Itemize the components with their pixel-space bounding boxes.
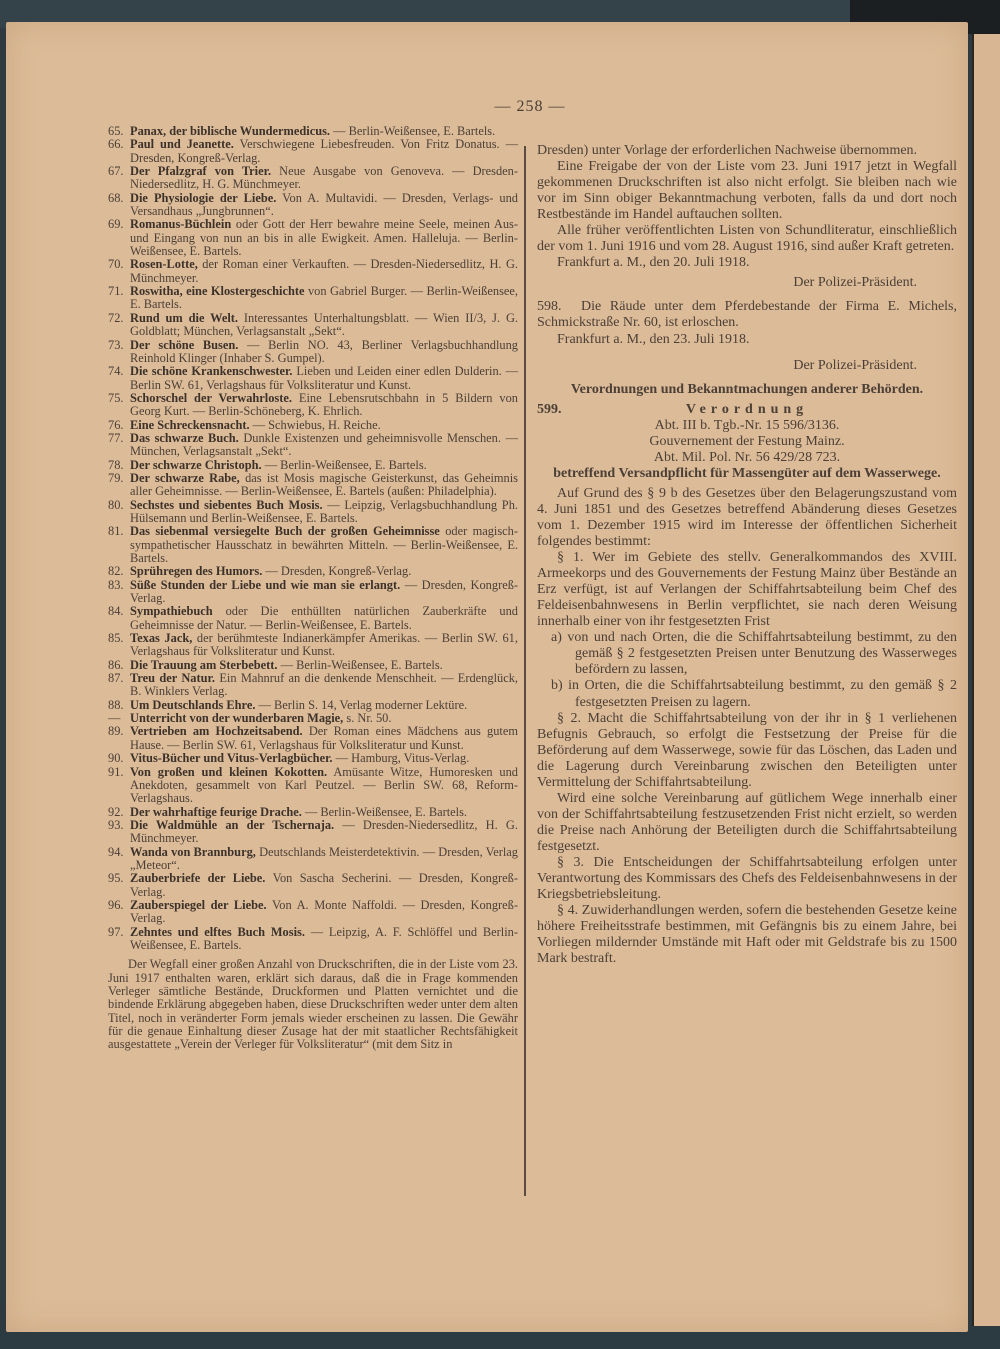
paragraph-1: § 1. Wer im Gebiete des stellv. Generalkommandos des XVIII. Armeekorps und des Gouvernements der Festung Mainz über Bestände an Erz verfügt, ist auf Verlangen der Schiffahrtsabteilung beim Chef des Feldeisenbahnwesens in Berlin verpflichtet, sie nach deren Weisung innerhalb einer von ihr festgesetzten Frist [537,550,957,630]
closing-paragraph: Der Wegfall einer großen Anzahl von Druckschriften, die in der Liste vom 23. Juni 1917 enthalten waren, erklärt sich daraus, daß die in Frage kommenden Verleger sämtliche Bestände, Druckformen und Platten vernichtet und die bindende Erklärung abgegeben haben, diese Druckschriften weder unter dem alten Titel, noch in veränderter Form jemals wieder erscheinen zu lassen. Die Gewähr für die genaue Einhaltung dieser Zusage hat der mit staatlicher Rechtsfähigkeit ausgestattete „Verein der Verleger für Volksliteratur“ (mit dem Sitz in [108,957,518,1052]
paragraph-listen: Alle früher veröffentlichten Listen von Schundliteratur, einschließlich der vom 1. Juni 1916 und vom 28. August 1916, sind außer Kraft getreten. [537,223,957,255]
right-column [537,143,957,967]
list-item [108,926,518,953]
entry-number: 87. [108,671,124,686]
issuing-authority: Gouvernement der Festung Mainz. [649,433,845,449]
list-item [108,525,518,565]
entry-number: 91. [108,764,124,779]
entry-number: 79. [108,470,124,485]
entry-details: von Gabriel Burger. — Berlin-Weißensee, E. Bartels. [130,284,518,312]
left-column [108,125,518,1052]
entry-title: Rosen-Lotte, [130,257,198,272]
list-item [108,565,518,578]
entry-title: Schorschel der Verwahrloste. [130,390,292,405]
entry-number: 92. [108,804,124,819]
page-number: — 258 — [494,98,566,115]
entry-title: Vertrieben am Hochzeitsabend. [130,724,303,739]
entry-number: 74. [108,364,124,379]
entry-title: Panax, der biblische Wundermedicus. [130,124,331,138]
entry-title: Um Deutschlands Ehre. [130,697,256,712]
list-item [108,339,518,366]
entry-title: Eine Schreckensnacht. [130,417,250,432]
entry-details: — Dresden-Niedersedlitz, H. G. Münchmeyer. [130,817,518,846]
entry-details: Amüsante Witze, Humoresken und Anekdoten, gesammelt von Karl Peutzel. — Berlin SW. 68, Reform-Verlagshaus. [130,764,518,806]
notice-text: Die Räude unter dem Pferdebestande der Firma E. Michels, Schmickstraße Nr. 60, ist erloschen. [537,299,957,331]
paragraph-4: § 4. Zuwiderhandlungen werden, sofern die bestehenden Gesetze keine höhere Freiheitsstrafe bestimmen, mit Gefängnis bis zu einem Jahre, bei Vorliegen mildernder Umstände mit Haft oder mit Geldstrafe bis zu 1500 Mark bestraft. [537,903,957,967]
list-item [108,699,518,712]
column-divider [524,146,526,1196]
list-item [108,632,518,659]
entry-details: — Hamburg, Vitus-Verlag. [335,751,470,766]
entry-details: — Leipzig, Verlagsbuchhandlung Ph. Hülsemann und Berlin-Weißensee, E. Bartels. [130,497,518,525]
entry-details: — Dresden, Kongreß-Verlag. [130,577,519,606]
list-item [108,472,518,499]
list-item [108,899,518,926]
entry-details: oder Die enthüllten natürlichen Zauberkräfte und Geheimnisse der Natur. — Berlin-Weißensee, E. Bartels. [130,604,518,632]
signature: Der Polizei-Präsident. [793,357,917,373]
entry-title: Zauberbriefe der Liebe. [130,871,266,886]
entry-details: der Roman einer Verkauften. — Dresden-Niedersedlitz, H. G. Münchmeyer. [130,257,518,285]
list-item [108,192,518,219]
entry-title: Der schwarze Christoph. [130,457,262,472]
entry-number: 90. [108,751,124,766]
list-item [108,605,518,632]
list-item [108,432,518,459]
notice-599 [537,402,957,968]
notice-subject: betreffend Versandpflicht für Massengüter auf dem Wasserwege. [553,465,941,481]
entry-details: Neue Ausgabe von Genoveva. — Dresden-Niedersedlitz, H. G. Münchmeyer. [130,164,518,192]
entry-details: Eine Lebensrutschbahn in 5 Bildern von Georg Kurt. — Berlin-Schöneberg, K. Ehrlich. [130,390,518,419]
entry-details: Von Sascha Secherini. — Dresden, Kongreß-Verlag. [130,871,519,899]
entry-number: 65. [108,124,124,138]
entry-details: Verschwiegene Liebesfreuden. Von Fritz Donatus. — Dresden, Kongreß-Verlag. [130,137,518,165]
entry-details: — Dresden, Kongreß-Verlag. [265,564,412,579]
continuation-text: Dresden) unter Vorlage der erforderlichen Nachweise übernommen. [537,143,918,158]
list-item [108,138,518,165]
paragraph-2: § 2. Macht die Schiffahrtsabteilung von der ihr in § 1 verliehenen Befugnis Gebrauch, so erfolgt die Festsetzung der Preise für die Beförderung auf dem Wasserwege, sowie für das Löschen, das Laden und die Lagerung durch Vereinbarung zwischen den Beteiligten unter Vermittelung der Schiffahrtsabteilung. [537,710,957,790]
paragraph-freigabe: Eine Freigabe der von der Liste vom 23. Juni 1917 jetzt in Wegfall gekommenen Druckschriften ist also nicht erfolgt. Sie bleiben nach wie vor im Sinn obiger Bekanntmachung verboten, falls da und dort noch Restbestände im Handel auftauchen sollten. [537,159,957,223]
notice-title: Verordnung [685,401,809,417]
entry-title: Vitus-Bücher und Vitus-Verlagbücher. [130,751,333,766]
entry-number: 86. [108,657,124,672]
dateline: Frankfurt a. M., den 20. Juli 1918. [557,255,750,271]
entry-title: Treu der Natur. [130,671,215,686]
entry-number: 83. [108,577,124,592]
list-item [108,392,518,419]
banned-publications-list [108,125,518,952]
list-item [108,712,518,725]
entry-title: Paul und Jeanette. [130,137,234,152]
entry-number: 73. [108,337,124,352]
list-item [108,819,518,846]
list-item [108,872,518,899]
entry-details: — Berlin-Weißensee, E. Bartels. [280,657,443,672]
list-item [108,499,518,526]
entry-number: 88. [108,697,124,712]
entry-details: Von A. Monte Naffoldi. — Dresden, Kongreß-Verlag. [130,897,518,926]
entry-number: 80. [108,497,124,512]
entry-title: Unterricht von der wunderbaren Magie, [130,711,344,726]
entry-title: Süße Stunden der Liebe und wie man sie erlangt. [130,577,401,592]
entry-title: Sympathiebuch [130,604,213,619]
entry-number: 75. [108,390,124,405]
list-item [108,125,518,138]
entry-title: Das schwarze Buch. [130,430,239,445]
entry-title: Roswitha, eine Klostergeschichte [130,284,305,299]
entry-details: Ein Mahnruf an die denkende Menschheit. — Erdenglück, B. Winklers Verlag. [130,671,519,699]
list-item [108,258,518,285]
list-item [108,459,518,472]
entry-number: 66. [108,137,124,152]
list-item [108,579,518,606]
entry-details: Interessantes Unterhaltungsblatt. — Wien II/3, J. G. Goldblatt; München, Verlagsanstalt „Sekt“. [130,310,518,339]
entry-title: Rund um die Welt. [130,310,238,325]
entry-number: 84. [108,604,124,619]
entry-title: Von großen und kleinen Kokotten. [130,764,328,779]
entry-number: 82. [108,564,124,579]
list-item [108,766,518,806]
entry-title: Der schöne Busen. [130,337,239,352]
entry-details: — Berlin NO. 43, Berliner Verlagsbuchhandlung Reinhold Klinger (Inhaber S. Gumpel). [130,337,518,365]
entry-details: Deutschlands Meisterdetektivin. — Dresden, Verlag „Meteor“. [130,844,518,872]
entry-title: Romanus-Büchlein [130,217,232,232]
entry-title: Das siebenmal versiegelte Buch der großen Geheimnisse [130,524,440,539]
entry-number: — [108,711,121,726]
entry-number: 76. [108,417,124,432]
preamble: Auf Grund des § 9 b des Gesetzes über den Belagerungszustand vom 4. Juni 1851 und des Gesetzes betreffend Abänderung dieses Gesetzes vom 1. Dezember 1915 wird im Interesse der öffentlichen Sicherheit folgendes bestimmt: [537,485,957,550]
entry-number: 72. [108,310,124,325]
entry-details: — Schwiebus, H. Reiche. [252,417,381,432]
entry-number: 69. [108,217,124,232]
list-item [108,752,518,765]
entry-number: 71. [108,284,124,299]
entry-title: Der wahrhaftige feurige Drache. [130,804,302,819]
entry-title: Der schwarze Rabe, [130,470,240,485]
entry-details: — Berlin-Weißensee, E. Bartels. [333,124,496,138]
list-item [108,846,518,873]
entry-title: Zauberspiegel der Liebe. [130,897,267,912]
entry-title: Zehntes und elftes Buch Mosis. [130,924,305,939]
notice-number: 599. [537,401,562,417]
entry-number: 89. [108,724,124,739]
list-item [108,218,518,258]
entry-details: Der Roman eines Mädchens aus gutem Hause. — Berlin SW. 61, Verlagshaus für Volksliteratur und Kunst. [130,724,518,752]
list-item [108,659,518,672]
entry-number: 70. [108,257,124,272]
item-a: a) von und nach Orten, die die Schiffahrtsabteilung bestimmt, zu den gemäß § 2 festgesetzten Preisen unter Benutzung des Wasserweges befördern zu lassen, [551,630,957,678]
entry-number: 77. [108,430,124,445]
entry-number: 81. [108,524,124,539]
entry-details: s. Nr. 50. [346,711,392,726]
entry-number: 93. [108,817,124,832]
entry-details: oder Gott der Herr bewahre meine Seele, meinen Aus- und Eingang von nun an bis in alle Ewigkeit. Amen. Halleluja. — Berlin-Weißensee, E. Bartels. [130,217,518,259]
entry-details: der berühmteste Indianerkämpfer Amerikas. — Berlin SW. 61, Verlagshaus für Volksliteratur und Kunst. [130,631,518,659]
next-page-edge [972,34,1000,1326]
entry-title: Texas Jack, [130,631,193,646]
entry-details: Dunkle Existenzen und geheimnisvolle Menschen. — München, Verlagsanstalt „Sekt“. [130,430,518,459]
notice-598 [537,299,957,331]
dateline: Frankfurt a. M., den 23. Juli 1918. [557,331,750,347]
entry-title: Die Waldmühle an der Tschernaja. [130,817,335,832]
reference-number: Abt. Mil. Pol. Nr. 56 429/28 723. [653,449,841,465]
entry-title: Die Physiologie der Liebe. [130,190,277,205]
list-item [108,672,518,699]
entry-details: Von A. Multavidi. — Dresden, Verlags- und Versandhaus „Jungbrunnen“. [130,190,518,219]
entry-title: Wanda von Brannburg, [130,844,256,859]
list-item [108,725,518,752]
entry-title: Die schöne Krankenschwester. [130,364,293,379]
list-item [108,806,518,819]
entry-details: — Leipzig, A. F. Schlöffel und Berlin-Weißensee, E. Bartels. [130,924,518,952]
entry-details: — Berlin-Weißensee, E. Bartels. [304,804,468,819]
section-heading: Verordnungen und Bekanntmachungen anderer Behörden. [570,381,924,397]
list-item [108,365,518,392]
entry-number: 97. [108,924,124,939]
notice-number: 598. [537,299,562,315]
entry-number: 96. [108,897,124,912]
entry-number: 68. [108,190,124,205]
entry-details: oder magisch-sympathetischer Hausschatz in bewährten Mitteln. — Berlin-Weißensee, E. Bartels. [130,524,518,565]
entry-number: 95. [108,871,124,886]
entry-number: 85. [108,631,124,646]
reference-number: Abt. III b. Tgb.-Nr. 15 596/3136. [654,417,840,433]
entry-number: 94. [108,844,124,859]
item-b: b) in Orten, die die Schiffahrtsabteilung bestimmt, zu den gemäß § 2 festgesetzten Preisen zu lagern. [551,678,957,710]
signature: Der Polizei-Präsident. [793,275,917,291]
entry-number: 67. [108,164,124,179]
entry-title: Die Trauung am Sterbebett. [130,657,278,672]
entry-number: 78. [108,457,124,472]
entry-title: Sechstes und siebentes Buch Mosis. [130,497,323,512]
entry-details: — Berlin-Weißensee, E. Bartels. [264,457,427,472]
list-item [108,165,518,192]
list-item [108,285,518,312]
list-item [108,312,518,339]
entry-title: Der Pfalzgraf von Trier. [130,164,272,179]
entry-details: — Berlin S. 14, Verlag moderner Lektüre. [258,697,468,712]
entry-title: Sprühregen des Humors. [130,564,263,579]
paragraph-3: § 3. Die Entscheidungen der Schiffahrtsabteilung erfolgen unter Verantwortung des Kommissars des Chefs des Feldeisenbahnwesens in der Kriegsbetriebsleitung. [537,854,957,903]
paragraph-2b: Wird eine solche Vereinbarung auf gütlichem Wege innerhalb einer von der Schiffahrtsabteilung festzusetzenden Frist nicht erzielt, so werden die Preise nach Anhörung der Beteiligten durch die Schiffahrtsabteilung festgesetzt. [537,790,957,854]
list-item [108,419,518,432]
entry-details: Lieben und Leiden einer edlen Dulderin. — Berlin SW. 61, Verlagshaus für Volksliteratur und Kunst. [130,364,518,392]
entry-details: das ist Mosis magische Geisterkunst, das Geheimnis aller Geheimnisse. — Berlin-Weißensee, E. Bartels (außen: Philadelphia). [130,470,518,499]
